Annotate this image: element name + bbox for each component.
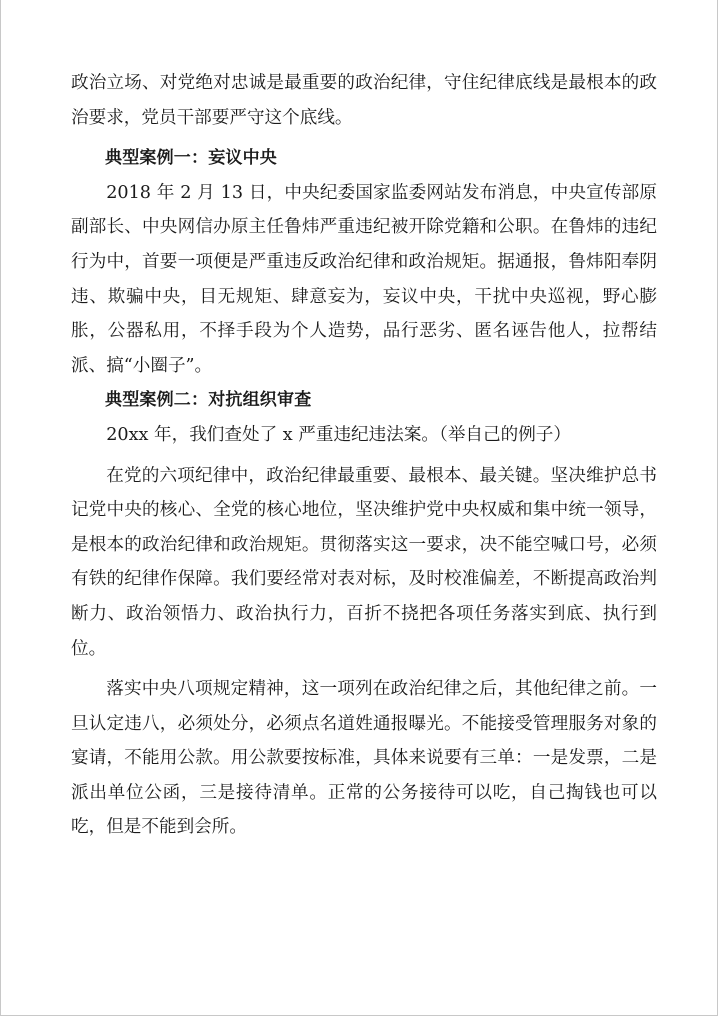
document-body: [71, 66, 657, 845]
paragraph-case-two: 20xx 年，我们查处了 x 严重违纪违法案。（举自己的例子）: [106, 424, 571, 445]
paragraph-case-one: 2018 年 2 月 13 日，中央纪委国家监委网站发布消息，中央宣传部原副部长、中央网信办原主任鲁炜严重违纪被开除党籍和公职。在鲁炜的违纪行为中，首要一项便是严重违反政治纪律和政治规矩。据通报，鲁炜阳奉阴违、欺骗中央，目无规矩、肆意妄为，妄议中央，干扰中央巡视，野心膨胀，公器私用，不择手段为个人造势，品行恶劣、匿名诬告他人，拉帮结派、搞“小圈子”。: [71, 182, 657, 376]
paragraph-six-disciplines: 在党的六项纪律中，政治纪律最重要、最根本、最关键。坚决维护总书记党中央的核心、全党的核心地位，坚决维护党中央权威和集中统一领导，是根本的政治纪律和政治规矩。贯彻落实这一要求，决不能空喊口号，必须有铁的纪律作保障。我们要经常对表对标，及时校准偏差，不断提高政治判断力、政治领悟力、政治执行力，百折不挠把各项任务落实到底、执行到位。: [71, 465, 657, 659]
paragraph-eight-rules: 落实中央八项规定精神，这一项列在政治纪律之后，其他纪律之前。一旦认定违八，必须处分，必须点名道姓通报曝光。不能接受管理服务对象的宴请，不能用公款。用公款要按标准，具体来说要有三单：一是发票，二是派出单位公函，三是接待清单。正常的公务接待可以吃，自己掏钱也可以吃，但是不能到会所。: [71, 679, 657, 838]
paragraph-intro: 政治立场、对党绝对忠诚是最重要的政治纪律，守住纪律底线是最根本的政治要求，党员干部要严守这个底线。: [71, 73, 657, 128]
heading-case-one: 典型案例一：妄议中央: [105, 148, 277, 169]
heading-case-two: 典型案例二：对抗组织审查: [105, 390, 312, 411]
